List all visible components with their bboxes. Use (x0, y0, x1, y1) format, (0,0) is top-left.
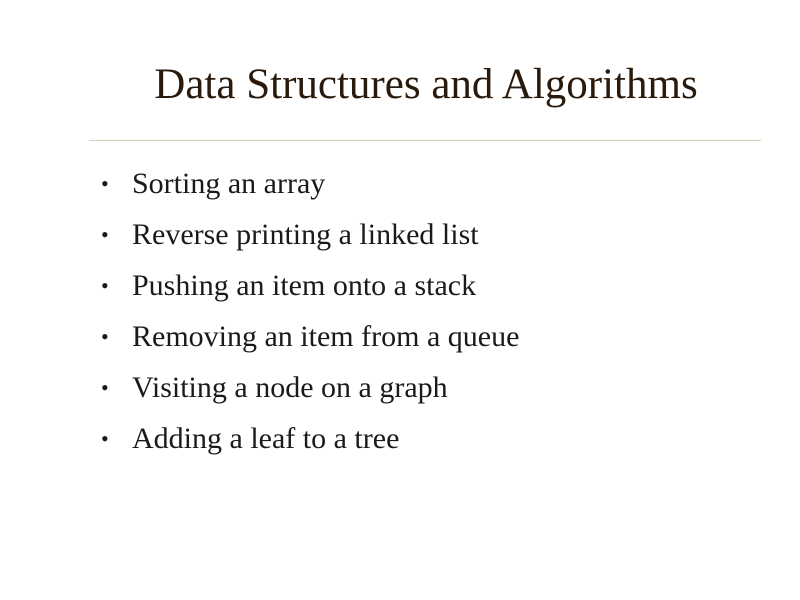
bullet-icon: • (101, 324, 109, 349)
bullet-icon: • (101, 426, 109, 451)
slide-title: Data Structures and Algorithms (154, 61, 698, 108)
bullet-text: Pushing an item onto a stack (132, 269, 477, 302)
bullet-text: Reverse printing a linked list (132, 218, 479, 251)
bullet-icon: • (101, 222, 109, 247)
title-divider (89, 140, 761, 141)
bullet-icon: • (101, 273, 109, 298)
bullet-icon: • (101, 375, 109, 400)
bullet-text: Sorting an array (132, 167, 326, 200)
bullet-text: Removing an item from a queue (132, 320, 520, 353)
bullet-icon: • (101, 171, 109, 196)
bullet-text: Visiting a node on a graph (132, 371, 448, 404)
bullet-text: Adding a leaf to a tree (132, 422, 400, 455)
